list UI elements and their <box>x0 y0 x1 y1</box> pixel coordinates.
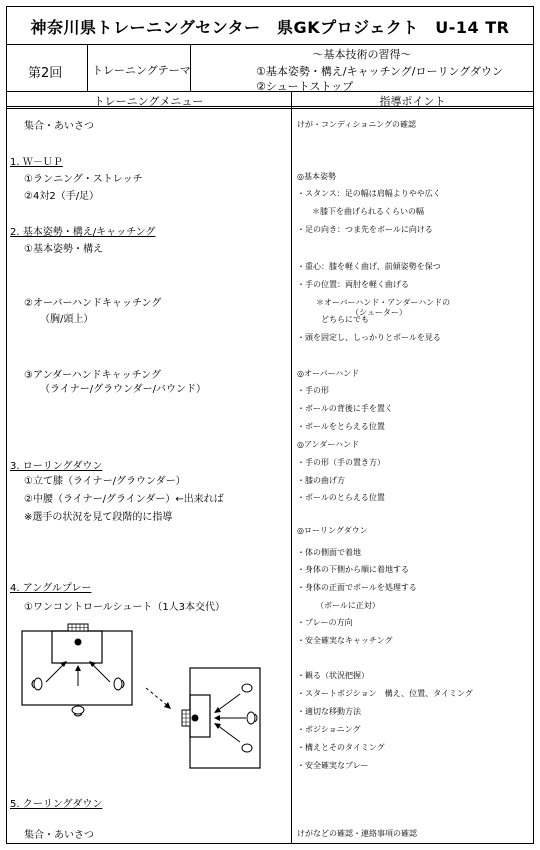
coaching-point: （シューター） <box>351 308 407 317</box>
menu-item: ①立て膝（ライナー/グラウンダー） <box>24 476 186 487</box>
coaching-point: けがなどの確認・連絡事項の確認 <box>297 829 417 838</box>
menu-item: ①ランニング・ストレッチ <box>24 174 143 185</box>
coaching-point: ・重心：膝を軽く曲げ、前傾姿勢を保つ <box>297 262 441 271</box>
coaching-point: ・観る（状況把握） <box>297 671 369 680</box>
theme-line-2: ①基本姿勢・構え/キャッチング/ローリングダウン <box>256 65 504 78</box>
menu-column-header: トレーニングメニュー <box>93 95 204 108</box>
coaching-point: ・身体の下側から順に着地する <box>297 565 409 574</box>
menu-section-heading: 2. 基本姿勢・構え/キャッチング <box>10 227 156 238</box>
coaching-point: ・安全確実なプレー <box>297 761 369 770</box>
points-column-header: 指導ポイント <box>379 95 446 108</box>
theme-label: トレーニングテーマ <box>92 64 191 77</box>
coaching-point: ・膝の曲げ方 <box>297 476 345 485</box>
player-marker <box>242 744 252 752</box>
coaching-point: ◎ローリングダウン <box>297 526 368 535</box>
coaching-point: ・手の位置：両肘を軽く曲げる <box>297 280 409 289</box>
arrowhead <box>214 715 220 721</box>
arrow <box>217 694 240 711</box>
coaching-point: ・プレーの方向 <box>297 618 353 627</box>
coaching-point: ・手の形（手の置き方） <box>297 458 385 467</box>
menu-item: 集合・あいさつ <box>24 121 94 132</box>
arrow <box>92 664 110 682</box>
goalkeeper-marker <box>75 639 82 646</box>
menu-item: （胸/頭上） <box>40 314 94 325</box>
menu-item: ①基本姿勢・構え <box>24 244 103 255</box>
goalkeeper-marker <box>192 715 199 722</box>
angle-play-diagram <box>18 618 268 778</box>
arrowhead <box>214 707 221 713</box>
menu-section-heading: 4. アングルプレー <box>10 583 92 594</box>
player-marker <box>114 678 122 690</box>
coaching-point: ・スタートポジション 構え、位置、タイミング <box>297 689 473 698</box>
coaching-point: ・ボールのとらえる位置 <box>297 493 385 502</box>
coaching-point: ◎基本姿勢 <box>297 172 336 181</box>
menu-item: 集合・あいさつ <box>24 830 94 841</box>
coaching-point: ・適切な移動方法 <box>297 707 361 716</box>
player-marker <box>242 684 252 692</box>
coaching-point: ・スタンス：足の幅は肩幅よりやや広く <box>297 189 441 198</box>
coaching-point: ・ボールをとらえる位置 <box>297 422 385 431</box>
coaching-point: ・ボールの背後に手を置く <box>297 404 393 413</box>
transition-arrow <box>146 688 168 706</box>
coaching-point: ＊オーバーハンド・アンダーハンドの <box>316 298 451 307</box>
coaching-point: どちらにでも <box>321 315 369 324</box>
arrow <box>217 725 240 742</box>
menu-section-heading: 5. クーリングダウン <box>10 799 103 810</box>
menu-item: ②オーバーハンドキャッチング <box>24 298 162 309</box>
column-divider <box>291 91 292 844</box>
player-marker <box>247 712 255 724</box>
session-number: 第2回 <box>28 66 63 81</box>
coaching-point: ・体の側面で着地 <box>297 548 361 557</box>
coaching-point: けが・コンディショニングの確認 <box>297 120 417 129</box>
arrowhead <box>214 723 221 729</box>
player-marker <box>34 678 42 690</box>
menu-item: （ライナー/グラウンダー/バウンド） <box>40 384 207 395</box>
menu-item: ③アンダーハンドキャッチング <box>24 370 161 381</box>
menu-section-heading: 1. Ｗ－ＵＰ <box>10 157 63 168</box>
page-title: 神奈川県トレーニングセンター 県GKプロジェクト U-14 TR <box>30 18 510 37</box>
theme-line-3: ②シュートストップ <box>256 80 354 93</box>
coaching-point: ・身体の正面でボールを処理する <box>297 583 417 592</box>
coaching-point: ＊膝下を曲げられるくらいの幅 <box>312 207 424 216</box>
menu-item: ②中腰（ライナー/グラインダー）←出来れば <box>24 494 224 505</box>
arrowhead <box>60 661 67 667</box>
title-divider <box>6 44 534 45</box>
arrowhead <box>89 661 96 667</box>
menu-section-heading: 3. ローリングダウン <box>10 461 103 472</box>
player-marker <box>72 706 84 714</box>
coaching-point: ◎アンダーハンド <box>297 440 359 449</box>
coaching-point: （ボールに正対） <box>316 601 380 610</box>
coaching-point: ◎オーバーハンド <box>297 369 360 378</box>
coaching-point: ・安全確実なキャッチング <box>297 636 393 645</box>
menu-item: ①ワンコントロールシュート（1人3本交代） <box>24 602 226 613</box>
coaching-point: ・ポジショニング <box>297 725 361 734</box>
menu-item: ②4対2（手/足） <box>24 191 100 202</box>
menu-item: ※選手の状況を見て段階的に指導 <box>24 512 173 523</box>
coaching-point: ・手の形 <box>297 386 329 395</box>
arrowhead <box>75 665 81 671</box>
arrow <box>46 664 64 682</box>
coaching-point: ・構えとそのタイミング <box>297 743 385 752</box>
coaching-point: ・頭を固定し、しっかりとボールを見る <box>297 333 441 342</box>
theme-line-1: ～基本技術の習得～ <box>312 48 412 61</box>
penalty-box <box>52 631 102 663</box>
coaching-point: ・足の向き：つま先をボールに向ける <box>297 225 433 234</box>
session-divider <box>87 44 88 91</box>
